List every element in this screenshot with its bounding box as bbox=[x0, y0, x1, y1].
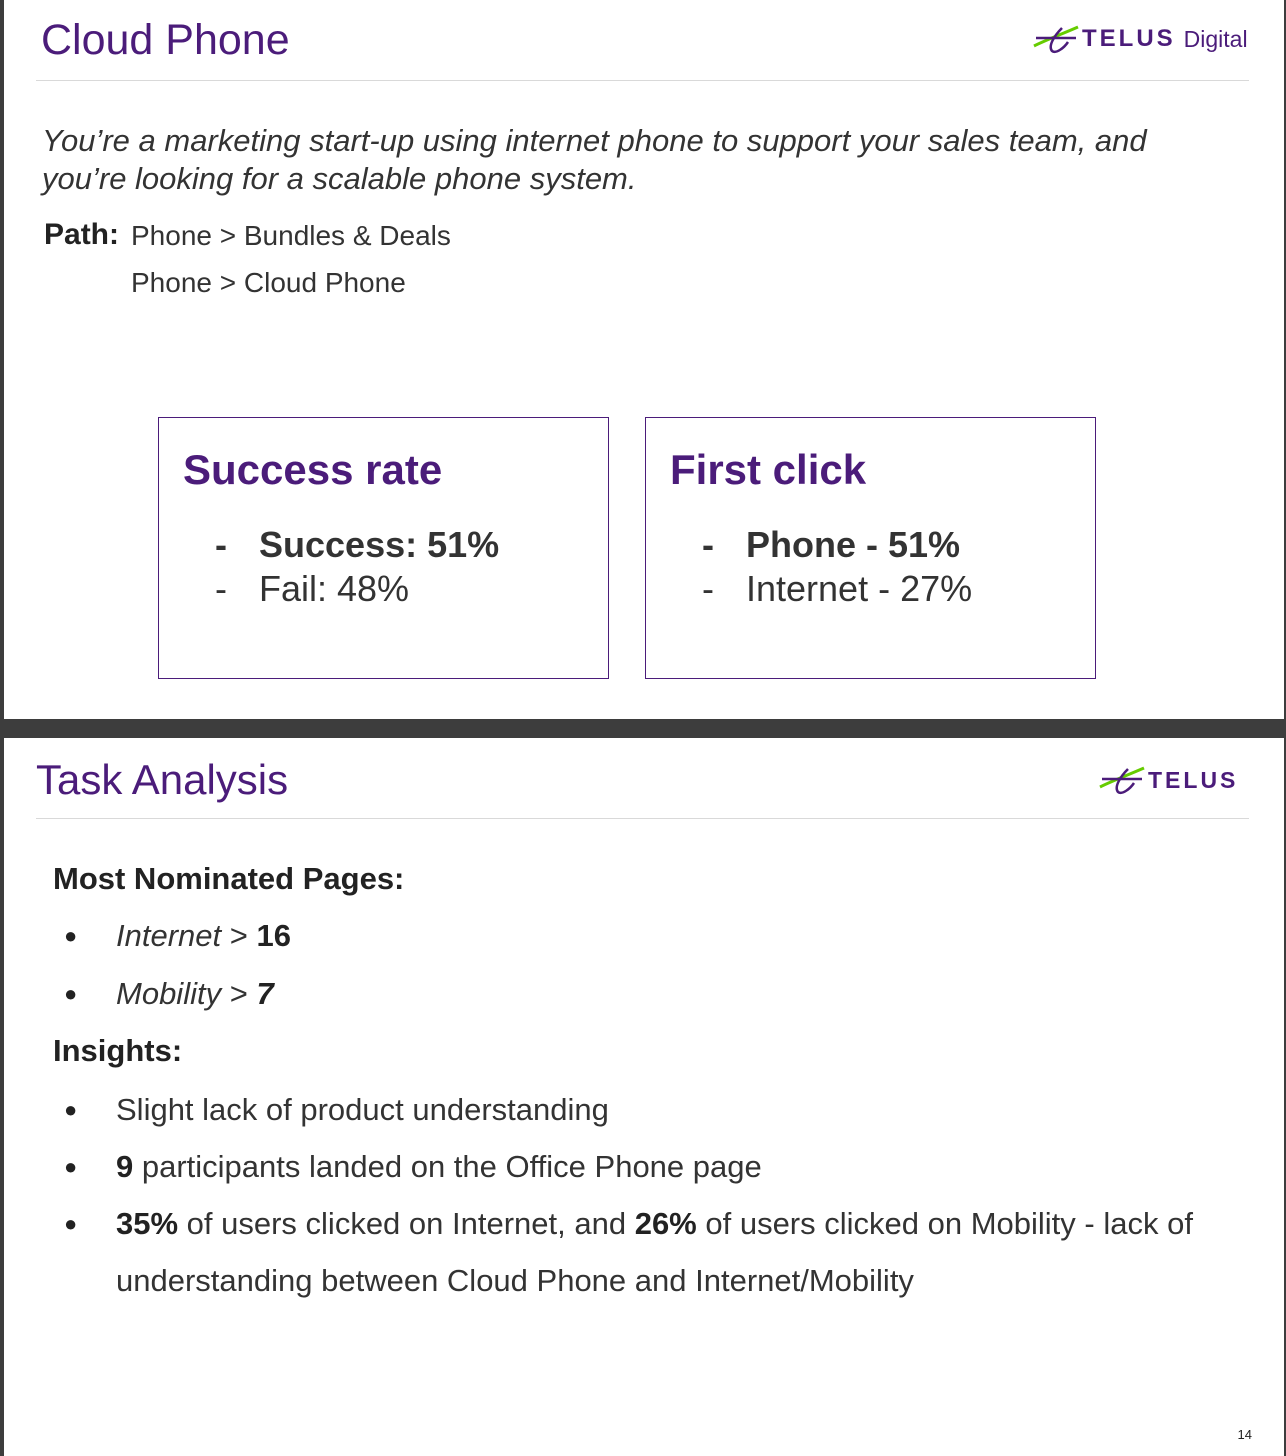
bullet-icon: ● bbox=[64, 1154, 78, 1179]
fail-row: - Fail: 48% bbox=[215, 568, 410, 609]
success-rate-heading: Success rate bbox=[183, 446, 443, 493]
slide-cloud-phone bbox=[4, 0, 1284, 719]
page-title: Task Analysis bbox=[36, 756, 289, 803]
internet-click-value: Internet - 27% bbox=[746, 568, 973, 609]
list-item: ● Mobility > 7 bbox=[64, 976, 274, 1011]
success-row: - Success: 51% bbox=[215, 524, 500, 565]
bullet-icon: ● bbox=[64, 1211, 78, 1236]
bullet-icon: ● bbox=[64, 923, 78, 948]
telus-digital-logo bbox=[1032, 24, 1248, 54]
telus-logo bbox=[1098, 765, 1238, 795]
path-line-1: Phone > Bundles & Deals bbox=[131, 220, 451, 251]
telus-wordmark: TELUS bbox=[1082, 25, 1176, 52]
digital-wordmark: Digital bbox=[1183, 25, 1248, 52]
scenario-text: You’re a marketing start-up using internet phone to support your sales team, and you’re looking for a scalable phone system. bbox=[42, 123, 1147, 196]
title-divider bbox=[36, 818, 1249, 819]
phone-click-value: Phone - 51% bbox=[746, 524, 961, 565]
telus-leaf-icon bbox=[1032, 24, 1082, 54]
title-divider bbox=[36, 80, 1249, 81]
internet-click-row: - Internet - 27% bbox=[702, 568, 973, 609]
insights-heading: Insights: bbox=[53, 1033, 183, 1068]
success-rate-box bbox=[158, 417, 609, 679]
page-title: Cloud Phone bbox=[41, 16, 290, 64]
first-click-heading: First click bbox=[670, 446, 867, 493]
list-item: ● 35% of users clicked on Internet, and 26% of users clicked on Mobility - lack of understanding between Cloud Phone and Internet/Mobility bbox=[64, 1206, 1193, 1298]
list-item: ● 9 participants landed on the Office Phone page bbox=[64, 1149, 762, 1184]
list-item: ● Slight lack of product understanding bbox=[64, 1092, 609, 1127]
path-line-2: Phone > Cloud Phone bbox=[131, 267, 406, 298]
path-label: Path: bbox=[44, 218, 119, 251]
page-number: 14 bbox=[1237, 1427, 1252, 1442]
bullet-icon: ● bbox=[64, 981, 78, 1006]
success-value: Success: 51% bbox=[259, 524, 500, 565]
bullet-icon: ● bbox=[64, 1097, 78, 1122]
fail-value: Fail: 48% bbox=[259, 568, 410, 609]
phone-click-row: - Phone - 51% bbox=[702, 524, 961, 565]
first-click-box bbox=[645, 417, 1096, 679]
slide-task-analysis bbox=[4, 738, 1284, 1456]
telus-leaf-icon bbox=[1098, 765, 1148, 795]
nominated-heading: Most Nominated Pages: bbox=[53, 861, 405, 896]
telus-wordmark: TELUS bbox=[1148, 766, 1239, 793]
list-item: ● Internet > 16 bbox=[64, 918, 291, 953]
